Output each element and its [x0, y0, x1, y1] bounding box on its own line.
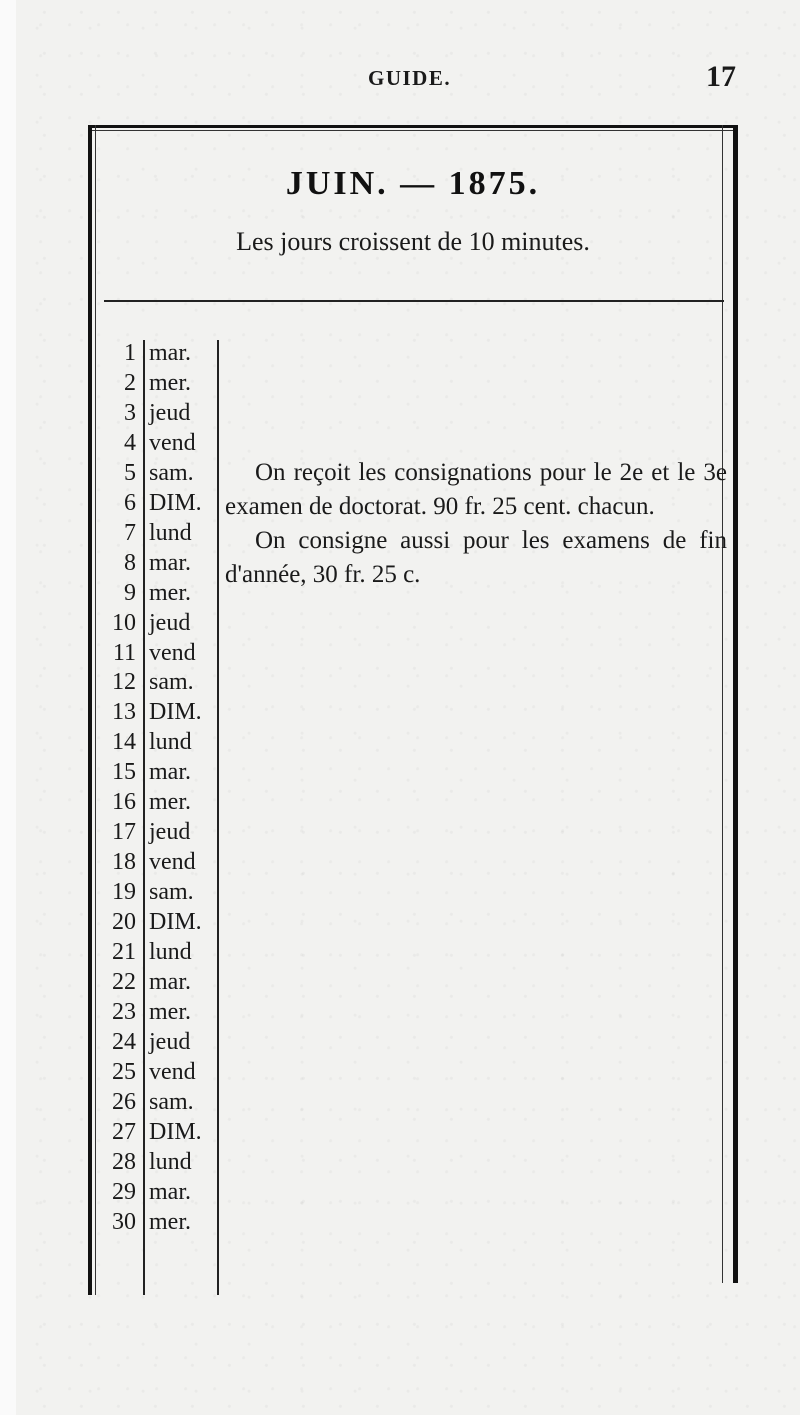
day-number: 2 — [124, 369, 136, 396]
day-number: 16 — [112, 789, 136, 816]
day-number: 4 — [124, 429, 136, 456]
day-name-column-rule — [217, 340, 219, 1295]
day-name: mar. — [149, 340, 191, 366]
day-number: 17 — [112, 819, 136, 846]
day-number: 3 — [124, 399, 136, 426]
day-number: 29 — [112, 1178, 136, 1205]
day-number: 14 — [112, 729, 136, 756]
day-name: jeud — [149, 399, 191, 426]
day-name: mer. — [149, 789, 191, 816]
day-name: mar. — [149, 1178, 191, 1205]
frame-top-rule — [88, 125, 738, 131]
day-name: sam. — [149, 879, 194, 906]
day-name: sam. — [149, 669, 194, 696]
day-name: vend — [149, 1058, 196, 1085]
month-title: JUIN. — 1875. — [285, 165, 541, 202]
day-number: 9 — [124, 579, 136, 606]
day-number: 13 — [112, 699, 136, 726]
day-number: 27 — [112, 1118, 136, 1145]
day-name: mar. — [149, 968, 191, 995]
day-name: lund — [149, 1148, 192, 1175]
day-number: 7 — [124, 519, 136, 546]
day-number-column-rule — [143, 340, 145, 1295]
day-number: 8 — [124, 549, 136, 576]
day-name: lund — [149, 729, 192, 756]
day-name: jeud — [149, 609, 191, 636]
day-name: jeud — [149, 819, 191, 846]
page-number: 17 — [706, 60, 736, 93]
day-number: 1 — [124, 340, 136, 366]
page-edge — [0, 0, 16, 1415]
day-number: 23 — [112, 998, 136, 1025]
day-number: 11 — [112, 639, 136, 666]
day-name: lund — [149, 939, 192, 965]
day-number: 28 — [112, 1148, 136, 1175]
day-name: vend — [149, 429, 196, 456]
day-number: 24 — [112, 1028, 136, 1055]
day-name: mar. — [149, 549, 191, 576]
day-number: 15 — [112, 759, 136, 786]
day-name: DIM. — [149, 489, 202, 516]
day-number: 20 — [112, 909, 136, 936]
calendar-note — [225, 456, 727, 592]
day-name: vend — [149, 849, 196, 876]
day-name: lund — [149, 519, 192, 546]
day-name: mer. — [149, 998, 191, 1025]
note-paragraph: On consigne aussi pour les examens de fin d'année, 30 fr. 25 c. — [225, 527, 727, 588]
frame-left-rule — [88, 125, 96, 1295]
day-name: mer. — [149, 369, 191, 396]
day-number: 22 — [112, 968, 136, 995]
note-paragraph: On reçoit les consignations pour le 2e et le 3e examen de doctorat. 90 fr. 25 cent. chacun. — [225, 459, 727, 520]
day-name: DIM. — [149, 909, 202, 936]
day-number: 19 — [112, 879, 136, 906]
day-name: DIM. — [149, 699, 202, 726]
day-name: sam. — [149, 459, 194, 486]
header-divider — [104, 300, 724, 302]
day-number: 26 — [112, 1088, 136, 1115]
frame-right-rule — [722, 125, 738, 1283]
month-subtitle: Les jours croissent de 10 minutes. — [236, 227, 590, 256]
running-head: GUIDE. — [368, 66, 452, 90]
day-name: mar. — [149, 759, 191, 786]
day-name: sam. — [149, 1088, 194, 1115]
day-number: 21 — [112, 939, 136, 965]
day-name: mer. — [149, 1208, 191, 1235]
day-number: 5 — [124, 459, 136, 486]
day-number: 6 — [124, 489, 136, 516]
day-number: 25 — [112, 1058, 136, 1085]
day-number: 18 — [112, 849, 136, 876]
day-name: vend — [149, 639, 196, 666]
day-number: 12 — [112, 669, 136, 696]
day-number: 10 — [112, 609, 136, 636]
day-name: jeud — [149, 1028, 191, 1055]
day-name: mer. — [149, 579, 191, 606]
day-number: 30 — [112, 1208, 136, 1235]
day-name: DIM. — [149, 1118, 202, 1145]
